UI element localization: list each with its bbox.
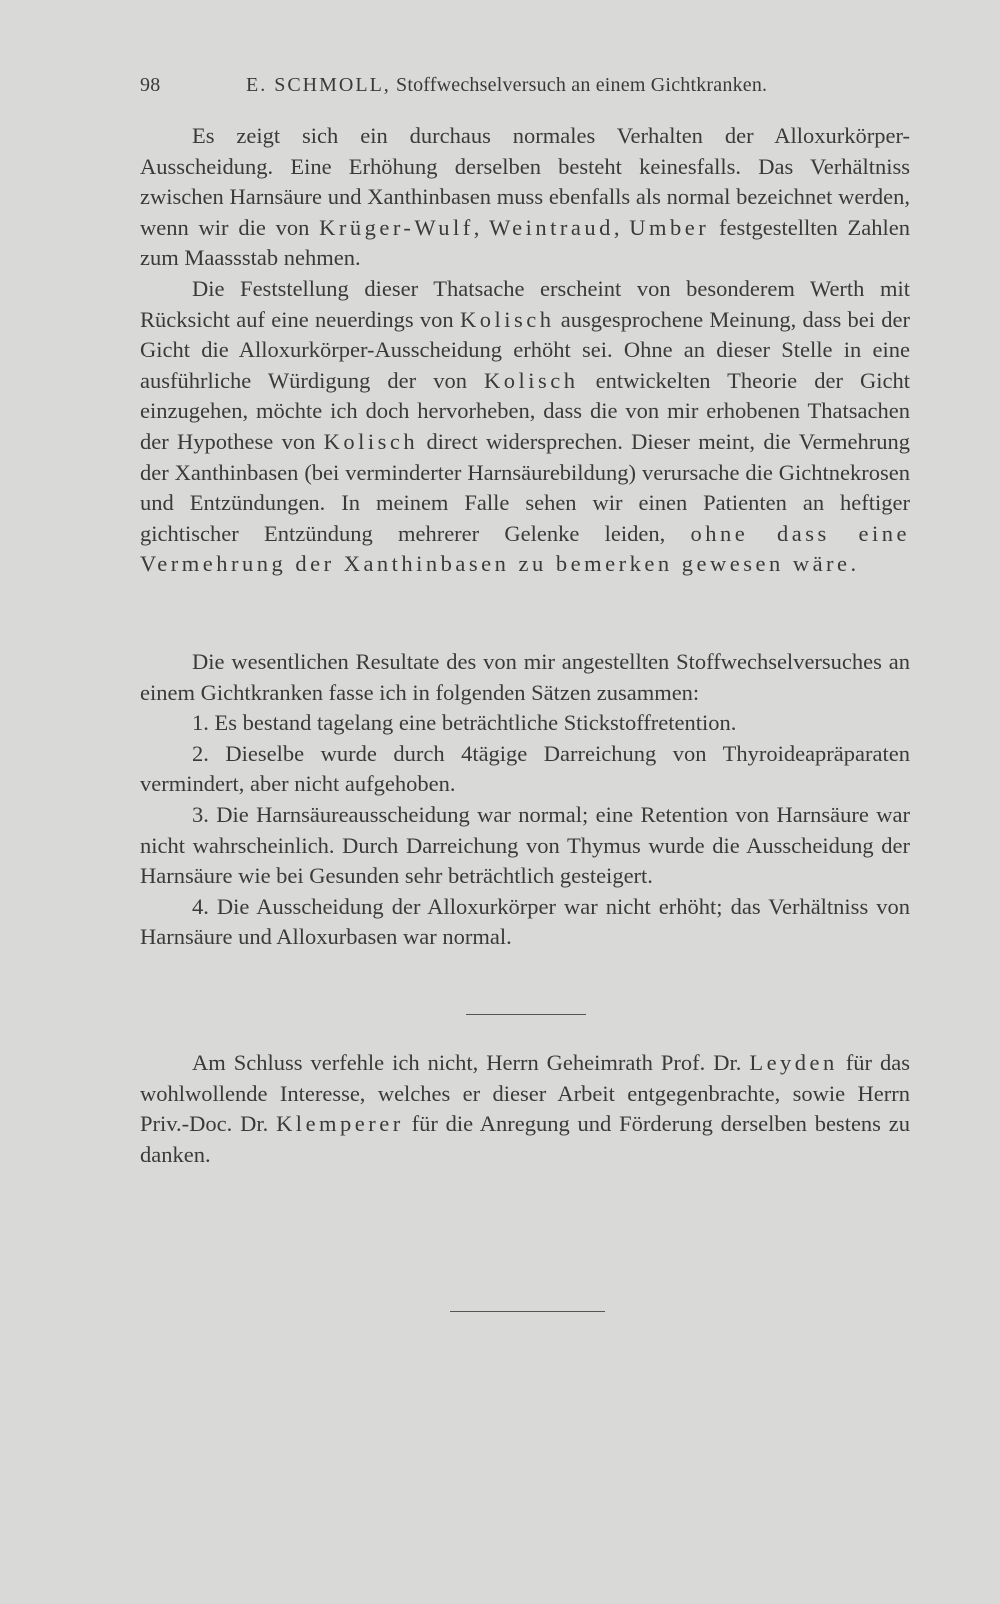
text-run: für das wohlwollende Interesse, welches er dieser Arbeit entgegenbrachte, sowie Herrn Priv.-Doc. Dr. xyxy=(140,1050,910,1137)
result-item-4: 4. Die Ausscheidung der Alloxurkörper war nicht erhöht; das Verhältniss von Harnsäure und Alloxurbasen war normal. xyxy=(140,893,910,950)
text-run: Es zeigt sich ein durchaus normales Verhalten der Alloxurkörper-Ausscheidung. Eine Erhöhung derselben besteht keinesfalls. Das Verhältniss zwischen Harnsäure und Xanthinbasen muss ebenfalls als normal bezeichnet werden, wenn wir die von xyxy=(140,123,910,240)
acknowledgement-section xyxy=(140,1048,910,1170)
text-run: festgestellten Zahlen zum Maassstab nehmen. xyxy=(140,214,910,271)
author-reference: Weintraud xyxy=(489,214,614,240)
running-header xyxy=(140,74,910,104)
person-reference: Leyden xyxy=(749,1050,838,1075)
emphasized-text: ohne dass eine Vermehrung der Xanthinbasen zu bemerken gewesen wäre. xyxy=(140,520,910,577)
result-item-1: 1. Es bestand tagelang eine beträchtliche Stickstoffretention. xyxy=(192,710,737,736)
section-divider xyxy=(466,1014,586,1015)
text-run: ausgesprochene Meinung, dass bei der Gicht die Alloxurkörper-Ausscheidung erhöht sei. Ohne an dieser Stelle in eine ausführliche Würdigung der von xyxy=(140,306,910,393)
acknowledgement-paragraph xyxy=(140,1048,910,1170)
paragraph-normal-behaviour xyxy=(140,121,910,274)
person-reference: Klemperer xyxy=(276,1111,404,1137)
end-divider xyxy=(450,1311,605,1312)
author-reference: Kolisch xyxy=(459,306,555,332)
text-run: Am Schluss verfehle ich nicht, Herrn Geheimrath Prof. Dr. xyxy=(192,1050,750,1075)
paragraph-kolisch-theory xyxy=(140,274,910,580)
author-reference: Krüger-Wulf xyxy=(319,214,474,240)
author-name: E. SCHMOLL, xyxy=(246,74,391,96)
text-run: , xyxy=(473,214,490,240)
running-head xyxy=(246,74,767,97)
discussion-section xyxy=(140,121,910,580)
text-run: Die Feststellung dieser Thatsache erscheint von besonderem Werth mit Rücksicht auf eine neuerdings von xyxy=(140,275,910,332)
text-run: direct widersprechen. Dieser meint, die Vermehrung der Xanthinbasen (bei verminderter Harnsäurebildung) verursache die Gichtnekrosen und Entzündungen. In meinem Falle sehen wir einen Patienten an heftiger gichtischer Entzündung mehrerer Gelenke leiden, xyxy=(140,428,910,546)
article-title: Stoffwechselversuch an einem Gichtkranken. xyxy=(396,74,768,96)
author-reference: Kolisch xyxy=(323,428,419,454)
text-run: für die Anregung und Förderung derselben bestens zu danken. xyxy=(140,1111,910,1167)
page-number: 98 xyxy=(140,74,161,96)
result-item-2: 2. Dieselbe wurde durch 4tägige Darreichung von Thyroideapräparaten vermindert, aber nicht aufgehoben. xyxy=(140,740,910,797)
result-item-3: 3. Die Harnsäureausscheidung war normal; eine Retention von Harnsäure war nicht wahrscheinlich. Durch Darreichung von Thymus wurde die Ausscheidung der Harnsäure wie bei Gesunden sehr beträchtlich gesteigert. xyxy=(140,801,910,889)
results-section xyxy=(140,647,910,953)
text-run: , xyxy=(613,214,630,240)
author-reference: Kolisch xyxy=(484,367,579,393)
text-run: entwickelten Theorie der Gicht einzugehen, möchte ich doch hervorheben, dass die von mir erhobenen Thatsachen der Hypothese von xyxy=(140,367,910,454)
results-intro: Die wesentlichen Resultate des von mir angestellten Stoffwechselversuches an einem Gichtkranken fasse ich in folgenden Sätzen zusammen: xyxy=(140,649,910,705)
author-reference: Umber xyxy=(629,214,710,240)
